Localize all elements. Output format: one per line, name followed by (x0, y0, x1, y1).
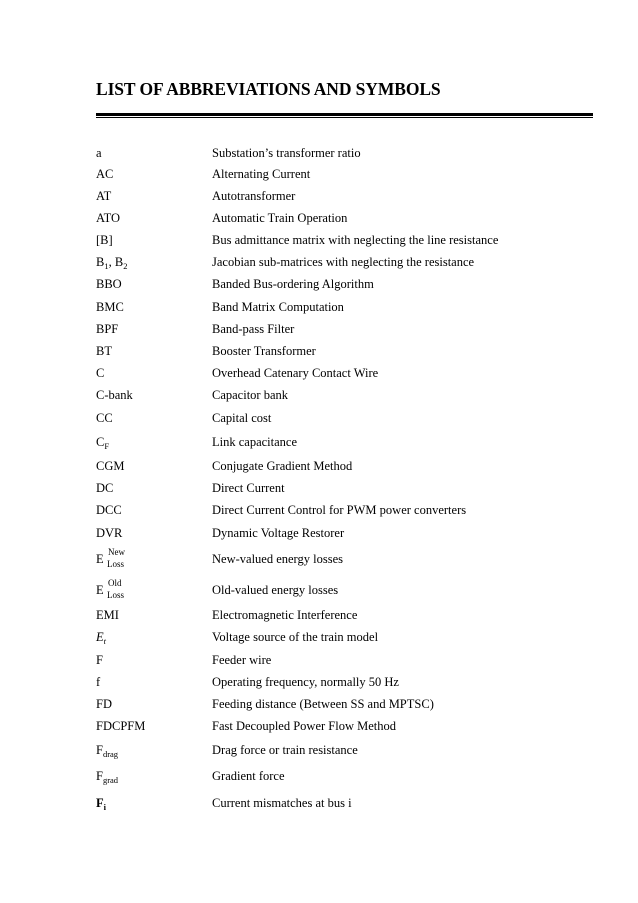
abbreviation: CGM (96, 459, 125, 473)
abbreviation: a (96, 146, 102, 160)
title-rule-thick (96, 113, 593, 116)
abbreviation: DCC (96, 503, 122, 517)
energy-loss-symbol: E New Loss (96, 547, 125, 569)
abbreviation: F (96, 653, 103, 667)
abbreviation: DVR (96, 526, 123, 540)
definition: Band Matrix Computation (212, 300, 344, 314)
abbreviation: $B_1$, $B_2$ (96, 255, 128, 271)
page-title: LIST OF ABBREVIATIONS AND SYMBOLS (96, 79, 441, 99)
abbreviation: BMC (96, 300, 124, 314)
definition: Operating frequency, normally 50 Hz (212, 675, 399, 689)
definition: Autotransformer (212, 189, 296, 203)
definition: Capital cost (212, 411, 272, 425)
abbreviation: EMI (96, 608, 119, 622)
definition: Electromagnetic Interference (212, 608, 358, 622)
abbreviation (96, 578, 136, 600)
abbreviation: AC (96, 167, 114, 181)
definition: Automatic Train Operation (212, 211, 348, 225)
definition: Dynamic Voltage Restorer (212, 526, 345, 540)
abbreviation: DC (96, 481, 114, 495)
abbreviation: $F_{drag}$ (96, 743, 119, 759)
title-rule-thin (96, 117, 593, 118)
abbreviation: $E_t$ (96, 630, 107, 646)
definition: Link capacitance (212, 435, 298, 449)
abbreviation: AT (96, 189, 112, 203)
definition: Drag force or train resistance (212, 743, 358, 757)
abbreviation: BBO (96, 277, 122, 291)
abbreviation: [B] (96, 233, 113, 247)
abbreviation: ATO (96, 211, 121, 225)
abbreviation: $C_F$ (96, 435, 110, 451)
definition: Jacobian sub-matrices with neglecting the resistance (212, 255, 475, 269)
abbreviation: BPF (96, 322, 119, 336)
definition: Banded Bus-ordering Algorithm (212, 277, 374, 291)
definition: Alternating Current (212, 167, 311, 181)
definition: Feeding distance (Between SS and MPTSC) (212, 697, 434, 711)
abbreviation: $F_i$ (96, 796, 107, 812)
abbreviation: C (96, 366, 105, 380)
abbreviation (96, 547, 136, 569)
abbreviation: $F_{grad}$ (96, 769, 119, 785)
abbreviation: BT (96, 344, 112, 358)
definition: Band-pass Filter (212, 322, 295, 336)
definition: Old-valued energy losses (212, 583, 339, 597)
abbreviation: f (96, 675, 101, 689)
definition: Current mismatches at bus i (212, 796, 352, 810)
definition: Direct Current Control for PWM power converters (212, 503, 467, 517)
definition: Capacitor bank (212, 388, 289, 402)
definition: Feeder wire (212, 653, 272, 667)
abbreviation: CC (96, 411, 113, 425)
definition: Bus admittance matrix with neglecting the line resistance (212, 233, 499, 247)
definition: Booster Transformer (212, 344, 316, 358)
energy-loss-symbol: E Old Loss (96, 578, 125, 600)
definition: Overhead Catenary Contact Wire (212, 366, 379, 380)
definition: New-valued energy losses (212, 552, 343, 566)
definition: Gradient force (212, 769, 285, 783)
definition: Direct Current (212, 481, 285, 495)
definition: Conjugate Gradient Method (212, 459, 353, 473)
abbreviation: FD (96, 697, 112, 711)
abbreviation: FDCPFM (96, 719, 146, 733)
abbreviation: C-bank (96, 388, 133, 402)
definition: Fast Decoupled Power Flow Method (212, 719, 397, 733)
definition: Voltage source of the train model (212, 630, 379, 644)
definition: Substation’s transformer ratio (212, 146, 361, 160)
